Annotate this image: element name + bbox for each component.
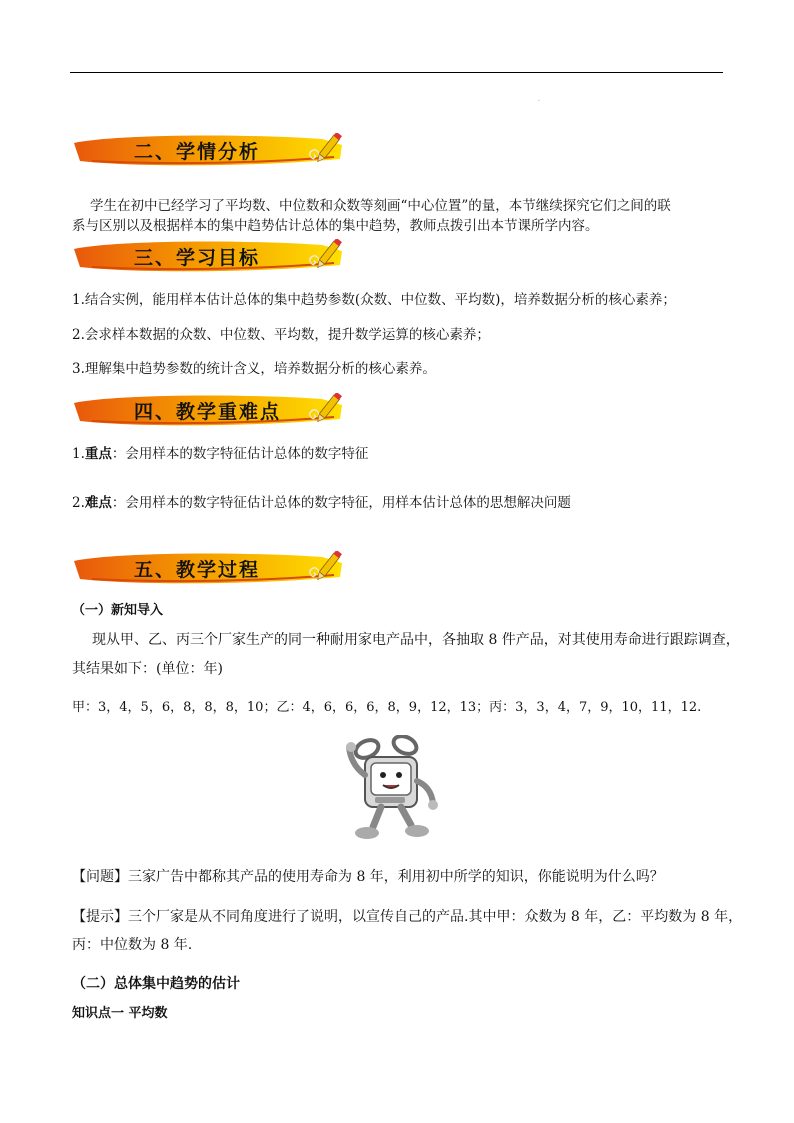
tv-mascot <box>345 735 441 845</box>
subsection-heading: （一）新知导入 <box>72 603 164 618</box>
hint-line-1: 【提示】三个厂家是从不同角度进行了说明，以宣传自己的产品.其中甲：众数为 8 年，乙：平均数为 8 年， <box>72 909 743 925</box>
goal-item: 2.会求样本数据的众数、中位数、平均数，提升数学运算的核心素养； <box>72 327 490 343</box>
intro-line-2: 其结果如下：(单位：年) <box>72 661 223 677</box>
section-title: 五、教学过程 <box>134 559 261 581</box>
header-rule <box>70 72 723 73</box>
subsection-heading: （二）总体集中趋势的估计 <box>72 976 240 992</box>
hint-line-2: 丙：中位数为 8 年. <box>72 937 193 953</box>
header-dot: . <box>538 96 540 103</box>
analysis-line-1: 学生在初中已经学习了平均数、中位数和众数等刻画“中心位置”的量，本节继续探究它们之间的联 <box>90 198 671 214</box>
section-title: 三、学习目标 <box>134 247 261 269</box>
key-point: 1.重点：会用样本的数字特征估计总体的数字特征 <box>72 446 369 462</box>
question-text: 【问题】三家广告中都称其产品的使用寿命为 8 年，利用初中所学的知识，你能说明为什么吗？ <box>72 869 664 885</box>
section-banner-process <box>72 551 372 585</box>
goal-item: 1.结合实例，能用样本估计总体的集中趋势参数(众数、中位数、平均数)，培养数据分析的核心素养； <box>72 292 676 308</box>
analysis-line-2: 系与区别以及根据样本的集中趋势估计总体的集中趋势，教师点拨引出本节课所学内容。 <box>72 218 599 234</box>
data-line: 甲：3，4，5，6，8，8，8，10；乙：4，6，6，6，8，9，12，13；丙：3，3，4，7，9，10，11，12. <box>72 700 702 715</box>
section-title: 四、教学重难点 <box>134 401 282 423</box>
difficult-point: 2.难点：会用样本的数字特征估计总体的数字特征，用样本估计总体的思想解决问题 <box>72 495 571 511</box>
section-banner-goals <box>72 239 372 273</box>
intro-line-1: 现从甲、乙、丙三个厂家生产的同一种耐用家电产品中，各抽取 8 件产品，对其使用寿命进行跟踪调查， <box>92 632 740 648</box>
section-banner-analysis <box>72 133 372 167</box>
knowledge-point-heading: 知识点一 平均数 <box>72 1006 168 1021</box>
section-title: 二、学情分析 <box>134 141 261 163</box>
section-banner-key-points <box>72 393 372 427</box>
goal-item: 3.理解集中趋势参数的统计含义，培养数据分析的核心素养。 <box>72 361 436 377</box>
